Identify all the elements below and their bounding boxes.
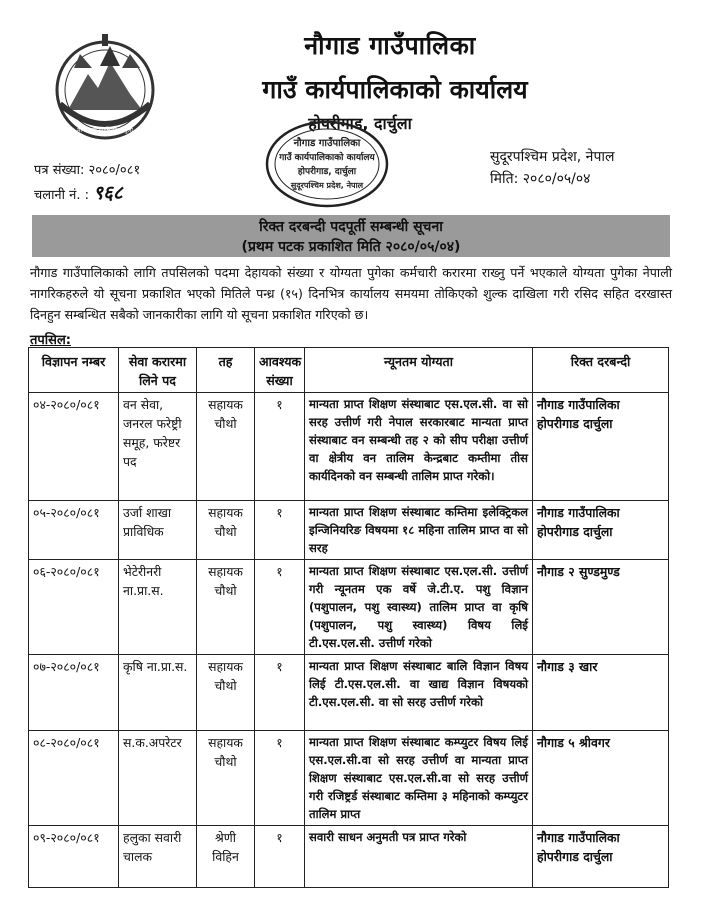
- office-address: होपरीगाड, दार्चुला: [308, 114, 412, 133]
- office-stamp: [262, 118, 392, 210]
- chalani-row: [34, 182, 140, 207]
- header-vacancy: रिक्त दरबन्दी: [533, 348, 669, 393]
- post-name: वन सेवा, जनरल फरेष्ट्री समूह, फरेष्टर पद: [119, 393, 197, 501]
- vacancy-place: नौगाड गाउँपालिका होपरीगाड दार्चुला: [533, 501, 669, 560]
- post-name: उर्जा शाखा प्राविधिक: [119, 501, 197, 560]
- patra-row: [34, 160, 140, 182]
- nepal-emblem-icon: [40, 24, 170, 144]
- ad-number: ०५-२०८०/०८१: [29, 501, 119, 560]
- header-level: तह: [197, 348, 255, 393]
- min-qualification: मान्यता प्राप्त शिक्षण संस्थाबाट एस.एल.सी. उत्तीर्ण गरी न्यूनतम एक वर्षे जे.टी.ए. पशु विज्ञान (पशुपालन, पशु स्वास्थ्य) तालिम प्राप्त वा कृषि (पशुपालन, पशु स्वास्थ्य) विषय लिई टी.एस.एल.सी. उत्तीर्ण गरेको: [305, 560, 533, 655]
- vacancy-place: नौगाड ५ श्रीवगर: [533, 731, 669, 826]
- ad-number: ०४-२०८०/०८१: [29, 393, 119, 501]
- chalani-value: ९६८: [93, 182, 123, 204]
- table-row: [29, 731, 669, 826]
- post-level: सहायक चौथो: [197, 731, 255, 826]
- vacancy-table: [28, 347, 669, 888]
- table-row: [29, 560, 669, 655]
- header-ad-no: विज्ञापन नम्बर: [29, 348, 119, 393]
- table-row: [29, 826, 669, 888]
- stamp-line-2: गाउँ कार्यपालिकाको कार्यालय: [279, 153, 375, 163]
- date-label: मिति:: [490, 171, 519, 187]
- min-qualification: मान्यता प्राप्त शिक्षण संस्थाबाट कम्तिमा इलेक्ट्रिकल इन्जिनियरिङ विषयमा १८ महिना तालिम प्राप्त वा सो सरह: [305, 501, 533, 560]
- notice-subtitle: (प्रथम पटक प्रकाशित मिति २०८०/०५/०४): [241, 239, 461, 255]
- date-row: [490, 168, 615, 190]
- municipality-name: नौगाड गाउँपालिका: [304, 31, 476, 60]
- date-block: [490, 146, 615, 190]
- notice-title: रिक्त दरबन्दी पदपूर्ती सम्बन्धी सूचना: [259, 219, 443, 235]
- required-count: १: [255, 655, 305, 731]
- post-level: श्रेणी विहिन: [197, 826, 255, 888]
- vacancy-place: नौगाड गाउँपालिका होपरीगाड दार्चुला: [533, 826, 669, 888]
- post-level: सहायक चौथो: [197, 560, 255, 655]
- post-name: कृषि ना.प्रा.स.: [119, 655, 197, 731]
- ad-number: ०७-२०८०/०८१: [29, 655, 119, 731]
- ad-number: ०६-२०८०/०८१: [29, 560, 119, 655]
- vacancy-place: नौगाड २ सुण्डमुण्ड: [533, 560, 669, 655]
- vacancy-place: नौगाड ३ खार: [533, 655, 669, 731]
- post-name: हलुका सवारी चालक: [119, 826, 197, 888]
- ad-number: ०९-२०८०/०८१: [29, 826, 119, 888]
- min-qualification: सवारी साधन अनुमती पत्र प्राप्त गरेको: [305, 826, 533, 888]
- vacancy-place: नौगाड गाउँपालिका होपरीगाड दार्चुला: [533, 393, 669, 501]
- stamp-line-4: सुदूरपश्चिम प्रदेश, नेपाल: [290, 181, 364, 190]
- table-row: [29, 655, 669, 731]
- chalani-label: चलानी नं. :: [34, 188, 90, 203]
- required-count: १: [255, 826, 305, 888]
- reference-block: [34, 160, 140, 207]
- required-count: १: [255, 393, 305, 501]
- required-count: १: [255, 501, 305, 560]
- stamp-line-3: होपरीगाड, दार्चुला: [297, 167, 357, 177]
- min-qualification: मान्यता प्राप्त शिक्षण संस्थाबाट एस.एल.सी. वा सो सरह उत्तीर्ण गरी नेपाल सरकारबाट मान्यता प्राप्त संस्थाबाट वन सम्बन्धी तह २ को सीप परीक्षा उत्तीर्ण वा क्षेत्रीय वन तालिम केन्द्रबाट कम्तीमा तीस कार्यदिनको वन सम्बन्धी तालिम प्राप्त गरेको।: [305, 393, 533, 501]
- province-text: सुदूरपश्चिम प्रदेश, नेपाल: [490, 149, 615, 165]
- ad-number: ०८-२०८०/०८१: [29, 731, 119, 826]
- min-qualification: मान्यता प्राप्त शिक्षण संस्थाबाट कम्प्युटर विषय लिई एस.एल.सी.वा सो सरह उत्तीर्ण वा मान्यता प्राप्त शिक्षण संस्थाबाट एस.एल.सी.वा सो सरह उत्तीर्ण गरी रजिष्ट्रर्ड संस्थाबाट कम्तिमा ३ महिनाको कम्प्युटर तालिम प्राप्त: [305, 731, 533, 826]
- min-qualification: मान्यता प्राप्त शिक्षण संस्थाबाट बालि विज्ञान विषय लिई टी.एस.एल.सी. वा खाद्य विज्ञान विषयको टी.एस.एल.सी. वा सो सरह उत्तीर्ण गरेको: [305, 655, 533, 731]
- emblem-caption: नौगाड गाउँपालिका दार्चुला: [77, 127, 133, 134]
- post-name: भेटेरीनरी ना.प्रा.स.: [119, 560, 197, 655]
- post-level: सहायक चौथो: [197, 501, 255, 560]
- required-count: १: [255, 731, 305, 826]
- notice-title-band: [32, 215, 670, 257]
- patra-value: २०८०/०८१: [88, 163, 141, 178]
- notice-body: नौगाड गाउँपालिकाको लागि तपसिलको पदमा देहायको संख्या र योग्यता पुगेका कर्मचारी करारमा राख्नु पर्ने भएकाले योग्यता पुगेका नेपाली नागरिकहरुले यो सूचना प्रकाशित भएको मितिले पन्ध्र (१५) दिनभित्र कार्यालय समयमा तोकिएको शुल्क दाखिला गरी रसिद सहित दरखास्त दिनहुन सम्बन्धित सबैको जानकारीका लागि यो सूचना प्रकाशित गरिएको छ।: [30, 265, 672, 322]
- post-level: सहायक चौथो: [197, 393, 255, 501]
- header-count: आवश्यक संख्या: [255, 348, 305, 393]
- header-qualification: न्यूनतम योग्यता: [305, 348, 533, 393]
- post-name: स.क.अपरेटर: [119, 731, 197, 826]
- date-value: २०८०/०५/०४: [522, 171, 591, 187]
- required-count: १: [255, 560, 305, 655]
- header-post: सेवा करारमा लिने पद: [119, 348, 197, 393]
- table-row: [29, 393, 669, 501]
- tapsil-label: तपसिल:: [30, 333, 71, 348]
- patra-label: पत्र संख्या:: [34, 163, 85, 178]
- table-row: [29, 501, 669, 560]
- stamp-line-1: नौगाड गाउँपालिका: [293, 138, 361, 149]
- post-level: सहायक चौथो: [197, 655, 255, 731]
- table-header-row: [29, 348, 669, 393]
- office-name: गाउँ कार्यपालिकाको कार्यालय: [262, 75, 528, 104]
